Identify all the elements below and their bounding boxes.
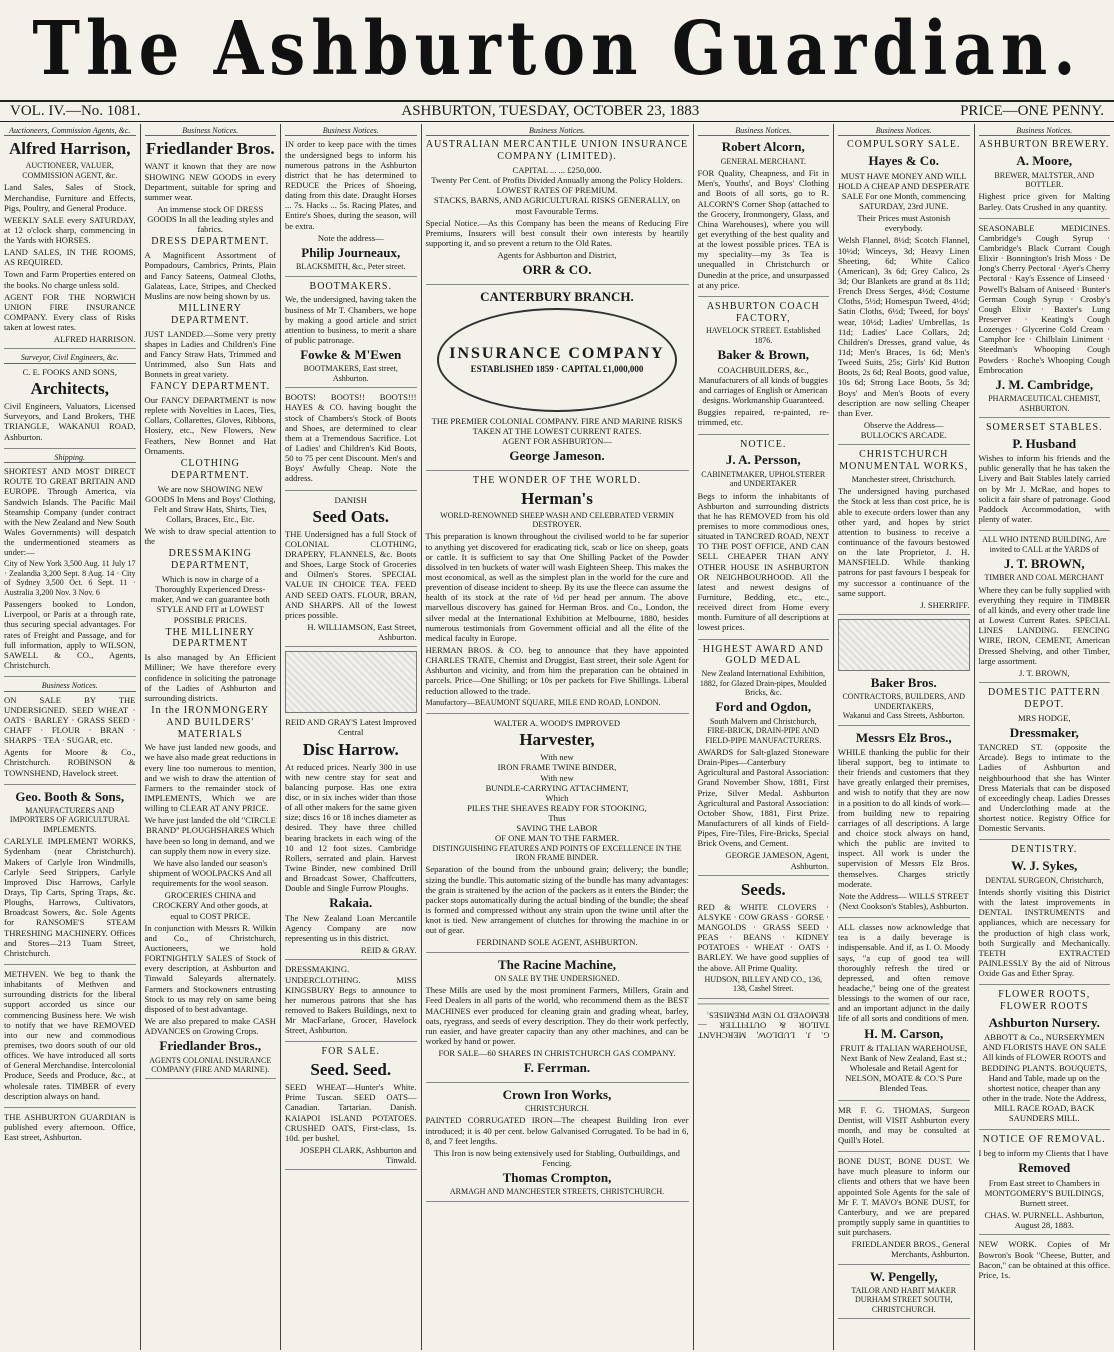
- ad-name: Harvester,: [519, 730, 595, 750]
- ad-name: J. M. Cambridge,: [995, 376, 1094, 392]
- ad-signature: HUDSON, BILLEY AND CO., 136, 138, Cashel Street.: [704, 974, 822, 994]
- ad-signature: F. Ferrman.: [523, 1060, 591, 1076]
- masthead: [0, 0, 1114, 100]
- insurance-seal-emblem: [437, 308, 678, 412]
- ad-racine: [426, 957, 689, 1083]
- ad-line: Their Prices must Astonish everybody.: [857, 213, 951, 234]
- imprint: THE ASHBURTON GUARDIAN is published every afternoon. Office, East street, Ashburton.: [4, 1111, 136, 1143]
- column-2: [141, 124, 282, 1350]
- ad-heading: BOOTMAKERS.: [309, 280, 392, 292]
- ad-methven: [4, 969, 136, 1108]
- ad-name: Robert Alcorn,: [721, 139, 805, 155]
- ad-name: Alfred Harrison,: [8, 139, 131, 159]
- ad-line: DANISH: [334, 494, 367, 505]
- ad-name: Crown Iron Works,: [502, 1086, 612, 1102]
- ad-body: In conjunction with Messrs R. Wilkin and Co., of Christchurch, Auctioneers, we hold FORTNIGHTLY SALES of Stock of every description, at Ashburton and Tinwald Saleyards alternately. Farmers and Stockowners entrusting Stock to us may rely on same being disposed of to best advantage.: [144, 922, 276, 1014]
- ad-subtitle: CABINETMAKER, UPHOLSTERER and UNDERTAKER: [701, 469, 826, 489]
- ad-body: WANT it known that they are now SHOWING NEW GOODS in every Department, suitable for spring and summer wear.: [144, 161, 276, 202]
- ad-name: H. M. Carson,: [864, 1025, 944, 1041]
- ad-sykes-dentist: [979, 844, 1111, 985]
- ad-name: Disc Harrow.: [302, 739, 399, 759]
- ad-husband: [979, 422, 1111, 531]
- ad-body: These Mills are used by the most prominent Farmers, Millers, Grain and Feed Dealers in all parts of the world, who recommend them as the BEST MACHINES ever produced for cleaning grain and grading wheat, barley, oats, ryegrass, and seeds of every description. They do their work perfectly, run easier, and have greater capacity than any other machines, and can be worked by hand or power.: [425, 985, 689, 1047]
- ad-heading: COMPULSORY SALE.: [847, 139, 961, 151]
- ad-subtitle: BREWER, MALTSTER, AND BOTTLER.: [994, 170, 1095, 189]
- ad-line: With new: [540, 772, 574, 783]
- ad-body: MR F. G. THOMAS, Surgeon Dentist, will VISIT Ashburton every month, and may be consulted at Quill's Hotel.: [838, 1104, 970, 1146]
- ad-name: W. J. Sykes,: [1011, 858, 1078, 874]
- ad-dressmaking: [285, 964, 417, 1042]
- ad-thomas-dentist: [838, 1105, 970, 1153]
- ad-line: Agents for Ashburton and District,: [497, 250, 617, 261]
- column-4-5: [422, 124, 694, 1350]
- ad-name: A. Moore,: [1016, 153, 1073, 169]
- section-heading: Business Notices.: [4, 681, 136, 691]
- ad-line: FOR SALE—60 SHARES IN CHRISTCHURCH GAS COMPANY.: [438, 1048, 676, 1059]
- ad-name: Friedlander Bros.: [145, 139, 275, 159]
- ad-subtitle: HAVELOCK STREET. Established 1876.: [705, 326, 821, 345]
- ad-body: Separation of the bound from the unbound grain; delivery; the bundle; sizing the bundle. This automatic sizing of the bundle has many advantages: the grain is straitened by the action of the packers as it enters the Binder; the packer stops automatically during the actual binding of the bundle; the sheaf is formed and compressed without any strain upon the twine until after the knot is tied. New arrangement of clutches for throwing the machine in or out of gear.: [425, 864, 689, 936]
- ad-body: ON SALE BY THE UNDERSIGNED. SEED WHEAT · OATS · BARLEY · GRASS SEED · CHAFF · FLOUR · BRAN · SHARPS · TEA · SUGAR, etc.: [4, 694, 136, 746]
- ad-body: The New Zealand Loan Mercantile Agency Company are now representing us in this district.: [285, 912, 417, 944]
- ad-body: AWARDS for Salt-glazed Stoneware Drain-Pipes—Canterbury Agricultural and Pastoral Association: Grand November Show, 1881, First Prize, Silver Medal. Ashburton Agricultural and Pastoral Association: October Show, 1881, First Prize. Manufacturers of all kinds of Field-Pipes, Fire-Tiles, Fire-Bricks, Special Brick Ovens, and Cement.: [697, 747, 829, 849]
- ad-body: Which is now in charge of a Thoroughly Experienced Dress-maker, And we can guarantee both STYLE AND FIT at LOWEST POSSIBLE PRICES.: [150, 573, 270, 625]
- ad-body: Land Sales, Sales of Stock, Merchandise, Furniture and Effects, Pigs, Poultry, and General Produce.: [4, 182, 136, 213]
- ad-subtitle: AUCTIONEER, VALUER, COMMISSION AGENT, &c.: [22, 161, 118, 180]
- ad-subtitle: Manchester street, Christchurch.: [851, 474, 956, 484]
- ad-body: We have just landed the old "CIRCLE BRAND" PLOUGHSHARES Which have been so long in demand, and we can supply them now in every size.: [144, 815, 276, 856]
- ad-body: Note the address—: [317, 232, 384, 243]
- ad-seed-oats: [285, 495, 417, 648]
- ad-subtitle: DISTINGUISHING FEATURES AND POINTS OF EXCELLENCE IN THE IRON FRAME BINDER.: [432, 843, 682, 862]
- ad-body: Intends shortly visiting this District with the latest improvements in DENTAL INSTRUMENTS and appliances, which are necessary for the production of high class work, both Surgically and Mechanically. TEETH EXTRACTED PAINLESSLY By the aid of Nitrous Oxide Gas and Ether Spray.: [978, 886, 1110, 979]
- ad-heading: AUSTRALIAN MERCANTILE UNION INSURANCE COMPANY (LIMITED).: [425, 139, 689, 163]
- ad-body: SEED WHEAT—Hunter's White. Prime Tuscan. SEED OATS—Canadian. Tartarian. Danish. KAIAPOI ISLAND POTATOES. CRUSHED OATS, First-class, 1s. 10d. per bushel.: [285, 1082, 417, 1143]
- ad-name: Removed: [1018, 1160, 1071, 1176]
- ad-heading: ASHBURTON BREWERY.: [979, 139, 1110, 151]
- ad-amu-insurance: [426, 139, 689, 284]
- ad-hermans: [426, 475, 689, 714]
- column-heading: Business Notices.: [145, 126, 277, 136]
- columns: [0, 124, 1114, 1350]
- column-heading: Business Notices.: [426, 126, 689, 136]
- ad-signature: REID & GRAY.: [360, 945, 417, 956]
- ad-body: LAND SALES, IN THE ROOMS, AS REQUIRED.: [4, 247, 136, 268]
- ad-body: Highest price given for Malting Barley. Oats Crushed in any quantity.: [978, 191, 1110, 212]
- ad-line: IRON FRAME TWINE BINDER,: [497, 762, 617, 773]
- ad-heading: THE WONDER OF THE WORLD.: [472, 474, 642, 486]
- ad-signature: FRIEDLANDER BROS., General Merchants, Ashburton.: [851, 1239, 970, 1260]
- ad-body: We wish to draw special attention to the: [144, 526, 276, 547]
- column-heading: Business Notices.: [285, 126, 417, 136]
- ad-name: Hayes & Co.: [868, 153, 939, 169]
- ad-body: CARLYLE IMPLEMENT WORKS, Sydenham (near Christchurch). Makers of Carlyle Iron Windmills, Carlyle Seed Strippers, Carlyle Improved Disc Harrows, Carlyle Drays, Tip Carts, Spring Traps, &c. Ploughs, Harrows, Cultivators, Broadcast Sowers, &c. Sole Agents for RANSOME'S STEAM THRESHING MACHINERY. Offices and Stores—213 Tuam Street, Christchurch.: [4, 836, 136, 958]
- ad-subtitle: FIRE-BRICK, DRAIN-PIPE AND FIELD-PIPE MANUFACTURERS.: [705, 726, 822, 745]
- ad-shipping: [4, 466, 136, 677]
- ad-seeds: [698, 880, 830, 999]
- ad-subtitle: GENERAL MERCHANT.: [720, 156, 806, 166]
- ad-body: Passengers booked to London, Liverpool, or Paris at a through rate, thus securing special advantages. For rates of Freight and Passage, and for full information, apply to WILSON, SAWELL & CO., Agents, Christchurch.: [4, 599, 136, 670]
- ad-body: RED & WHITE CLOVERS · ALSYKE · COW GRASS · GORSE · MANGOLDS · GRASS SEED · PEAS · BEANS · KIDNEY POTATOES · WHEAT · OATS · BARLEY. We have good supplies of the above. All Prime Quality.: [697, 901, 829, 973]
- ad-line: PILES THE SHEAVES READY FOR STOOKING,: [467, 803, 647, 813]
- ad-friedlander: [145, 139, 277, 1079]
- ad-signature: ALFRED HARRISON.: [53, 334, 136, 345]
- section-heading: Shipping.: [4, 453, 136, 463]
- ad-heading: SOMERSET STABLES.: [985, 422, 1103, 434]
- ad-line: WALTER A. WOOD'S IMPROVED: [493, 718, 621, 729]
- ad-body: THE Undersigned has a full Stock of COLONIAL CLOTHING, DRAPERY, FLANNELS, &c. Boots and Shoes, Large Stock of Groceries and Oilmen's Stores. SPECIAL VALUE IN CHOICE TEA. FEED AND SEED OATS. FLOUR, BRAN, AND SHARPS. All of the lowest prices possible.: [285, 528, 417, 620]
- ad-body: Agents for Moore & Co., Christchurch. ROBINSON & TOWNSHEND, Havelock street.: [4, 747, 136, 778]
- ad-new-work: NEW WORK. Copies of Mr Bowron's Book "Cheese, Butter, and Bacon," can be obtained at this office. Price, 1s.: [978, 1239, 1110, 1280]
- ad-coach-factory: [698, 301, 830, 435]
- column-6: [694, 124, 835, 1350]
- ad-elz-bros: [838, 730, 970, 919]
- ad-heading: HIGHEST AWARD AND GOLD MEDAL: [702, 643, 824, 667]
- price: PRICE—ONE PENNY.: [960, 103, 1104, 119]
- ad-body: IN order to keep pace with the times the undersigned begs to inform his numerous patrons in the Ashburton district that he has determined to REDUCE the Prices of Shoeing, dating from this date. Draught Horses ... 7s. Hacks ... 5s. Racing Plates, and Entire's Shoes, during the season, will be extra.: [285, 139, 417, 231]
- ad-moore-brewery: [979, 139, 1111, 218]
- ad-body: This preparation is known throughout the civilised world to be far superior to anything yet discovered for eradicating tick, scab or lice on sheep, goats or cattle. It is sufficient to say that One Shilling Packet of the Powder dissolved in ten buckets of water will wash Eighteen Sheep. This makes the most economical, as well as the simplest plan in the world for the cure and prevention of disease incident to sheep. By its use the fleece can assume the health of its stock at the rate of ½d per head per annum. The above marvellous discovery has gained for Herman Bros. and Co., London, the silver medal at the International Exhibition at Melbourne, 1880, besides numerous testimonials from Government official and all the élite of the medical faculty in Europe.: [425, 531, 689, 643]
- house-illustration: [838, 619, 970, 671]
- ad-heading: Rakaia.: [329, 895, 373, 911]
- ad-subtitle: South Malvern and Christchurch,: [709, 716, 817, 726]
- ad-subtitle: ALL WHO INTEND BUILDING, Are invited to CALL at the YARDS of: [982, 535, 1107, 554]
- column-heading: Business Notices.: [979, 126, 1111, 136]
- ad-line: STACKS, BARNS, AND AGRICULTURAL RISKS GENERALLY, on most Favourable Terms.: [433, 195, 681, 216]
- ad-fooks: [4, 367, 136, 449]
- ad-line: C. E. FOOKS AND SONS,: [22, 366, 117, 377]
- ad-name: Fowke & M'Ewen: [300, 347, 402, 363]
- ad-name: Messrs Elz Bros.,: [855, 729, 952, 745]
- ad-ford-ogdon: [698, 644, 830, 876]
- ad-subtitle: TAILOR AND HABIT MAKER: [851, 1285, 957, 1295]
- ad-body: COACHBUILDERS, &c., Manufacturers of all kinds of buggies and carriages of English or American designs. Workmanship Guaranteed.: [698, 364, 828, 406]
- ad-signature: CHAS. W. PURNELL. Ashburton, August 28, 1883.: [984, 1210, 1105, 1231]
- ad-heading: FLOWER ROOTS, FLOWER ROOTS: [998, 989, 1091, 1012]
- ad-body: Note the Address— WILLS STREET (Next Cookson's Stables), Ashburton.: [838, 890, 969, 912]
- ad-name: Ford and Ogdon,: [715, 699, 812, 715]
- ad-subtitle: DURHAM STREET SOUTH, CHRISTCHURCH.: [855, 1295, 953, 1314]
- ad-body: BOOTS! BOOTS!! BOOTS!!! HAYES & CO. having bought the stock of Chambers's Stock of Boots and Shoes, are determined to clear them at a Tremendous Sacrifice. Lot of Ladies' and Children's Kid Boots, 50 to 75 per cent Discount. Men's and Boys' Awfully Cheap. Note the address.: [285, 392, 417, 484]
- ad-body: We are also prepared to make CASH ADVANCES on Growing Crops.: [144, 1015, 276, 1037]
- ad-name: Baker & Brown,: [717, 347, 810, 363]
- ad-body: Where they can be fully supplied with everything they require in TIMBER of all kinds, and every other trade line at Lowest Current Rates. SPECIAL LINES LANDING. FENCING WIRE, IRON, CEMENT, American Dressed Shelving, and other Timber, large assortment.: [978, 584, 1110, 666]
- ad-name: Geo. Booth & Sons,: [15, 788, 125, 804]
- ad-name: W. Pengelly,: [869, 1268, 938, 1284]
- ad-hayes-boots: [285, 392, 417, 490]
- ad-hodge-dressmaker: [979, 687, 1111, 840]
- ad-body: At reduced prices. Nearly 300 in use with new centre stay for seat and balancing purpose. Has one extra disc, or in six inches wider than those of all other makers for the same given size; discs 16 or 18 inches diameter as desired. They have three chilled bearing brackets in each wing of the 10 and 12 foot sizes. Cambridge Rollers, serrated and plain. Harvest Twine Binder, new combined Drill and Broadcast Sower, Chaffcutters, Double and Single Furrow Ploughs.: [285, 761, 417, 894]
- ad-heading: NOTICE.: [740, 438, 787, 450]
- ad-line: Observe the Address—: [863, 419, 944, 430]
- ad-alfred-harrison: [4, 139, 136, 349]
- seal-text: INSURANCE COMPANY: [449, 345, 665, 363]
- ad-heading: MILLINERY DEPARTMENT.: [171, 302, 250, 326]
- harrow-illustration: [285, 651, 417, 713]
- ad-name: J. A. Persson,: [725, 452, 801, 468]
- ad-name: J. T. BROWN,: [1003, 556, 1085, 572]
- ad-body: ALL classes now acknowledge that tea is a daily beverage is indispensable. And if, as I. O. Moody says, "a cup of good tea will thoroughly refresh the tired or depressed, and often remove headache," being one of the greatest blessings to the women of our race, and an important adjunct in the daily life of all sorts and conditions of men.: [838, 922, 970, 1024]
- ad-body: DRESSMAKING. UNDERCLOTHING. MISS KINGSBURY Begs to announce to her numerous patrons that she has removed to Bakers Buildings, next to Mr MacFarlane, Grocer, Havelock Street, Ashburton.: [285, 964, 417, 1036]
- ad-signature: H. WILLIAMSON, East Street, Ashburton.: [307, 622, 417, 643]
- ad-line: Thus: [548, 813, 566, 824]
- ad-signature: JOSEPH CLARK, Ashburton and Tinwald.: [299, 1145, 417, 1166]
- column-7: [834, 124, 975, 1350]
- ad-body: A Magnificent Assortment of Pompadours, Cambrics, Prints, Plain and Fancy Sateens, Oatmeal Cloths, Galateas, Lace, Stripes, and Checked Muslins are now being shown by us.: [144, 250, 276, 301]
- ad-subtitle: TIMBER AND COAL MERCHANT: [984, 573, 1104, 583]
- ad-heading: CLOTHING DEPARTMENT.: [171, 457, 250, 481]
- ad-line: LOWEST RATES OF PREMIUM.: [496, 185, 618, 196]
- seal-text: ESTABLISHED 1859 · CAPITAL £1,000,000: [470, 364, 644, 375]
- ad-heading: DRESSMAKING DEPARTMENT,: [168, 548, 252, 572]
- ad-signature: Thomas Crompton,: [502, 1170, 612, 1186]
- ad-line: THE PREMIER COLONIAL COMPANY. FIRE AND MARINE RISKS TAKEN AT THE LOWEST CURRENT RATES.: [431, 415, 683, 437]
- ad-subtitle: WORLD-RENOWNED SHEEP WASH AND CELEBRATED VERMIN DESTROYER.: [440, 510, 674, 529]
- ad-pengelly: [838, 1269, 970, 1320]
- ad-body: BONE DUST, BONE DUST. We have much pleasure to inform our clients and others that we have been appointed Sole Agents for the sale of Mr F. T. MAVO's BONE DUST, for Canterbury, and we are prepared promptly supply same in quantities to suit purchasers.: [838, 1156, 970, 1238]
- ad-heading: NOTICE OF REMOVAL.: [982, 1134, 1106, 1146]
- ad-body: PAINTED CORRUGATED IRON—The cheapest Building Iron ever introduced; it is 40 per cent. below Galvanised Corrugated. To be had in 6, 8, and 7 feet lengths.: [425, 1115, 689, 1146]
- ad-line: Which: [545, 792, 569, 803]
- ad-heading: ASHBURTON COACH FACTORY,: [706, 300, 820, 324]
- ad-subtitle: ON SALE BY THE UNDERSIGNED.: [494, 973, 620, 983]
- ad-body: HERMAN BROS. & CO. beg to announce that they have appointed CHARLES TRATE, Chemist and Druggist, East street, their sole Agent for Ashburton and vicinity, and from him the preparation can be obtained in parcels. Price—One Shilling; or 10s per packets for Five Shillings. Liberal reduction allowed to the trade.: [425, 644, 689, 696]
- ad-body: Buggies repaired, re-painted, re-trimmed, etc.: [697, 407, 829, 428]
- ad-name: Seeds.: [740, 879, 786, 899]
- ad-body: ABBOTT & Co., NURSERYMEN AND FLORISTS HAVE ON SALE All kinds of FLOWER ROOTS and BEDDING PLANTS. BOUQUETS, Hand and Table, made up on the shortest notice, cheaper than any other in the trade. Note the Address, MILL RACE ROAD, BACK SAUNDERS MILL.: [981, 1032, 1108, 1124]
- ad-for-sale: [4, 695, 136, 785]
- ad-cambridge: [979, 223, 1111, 418]
- ad-body: We have just landed new goods, and we have also made great reductions in every line too numerous to mention, and we wish to draw the attention of Farmers to the remainder stock of IMPLEMENTS, Which we are willing to CLEAR AT ANY PRICE.: [144, 742, 276, 814]
- ad-subtitle: CHRISTCHURCH.: [525, 1103, 589, 1113]
- ad-body: From East street to Chambers in MONTGOMERY'S BUILDINGS, Burnett street.: [984, 1177, 1104, 1208]
- volume-number: VOL. IV.—No. 1081.: [10, 103, 141, 119]
- ad-removal: [979, 1134, 1111, 1235]
- ad-jt-brown: [979, 535, 1111, 683]
- ad-subtitle: PHARMACEUTICAL CHEMIST, ASHBURTON.: [988, 394, 1101, 413]
- ad-body: Civil Engineers, Valuators, Licensed Surveyors, and Land Brokers, THE TRIANGLE, WAKANUI ROAD, Ashburton.: [4, 401, 136, 442]
- ad-disc-harrow: [285, 651, 417, 960]
- column-3: [281, 124, 422, 1350]
- ad-signature: BULLOCK'S ARCADE.: [860, 430, 947, 441]
- ad-name: Seed Oats.: [312, 506, 389, 526]
- ad-subtitle: BOOTMAKERS, East street, Ashburton.: [303, 364, 398, 383]
- ad-signature: J. SHERRIFF.: [920, 599, 970, 610]
- ad-body: AGENT FOR THE NORWICH UNION FIRE INSURANCE COMPANY. Every class of Risks taken at lowest rates.: [4, 291, 136, 333]
- section-heading: Surveyor, Civil Engineers, &c.: [4, 353, 136, 363]
- column-heading: Business Notices.: [698, 126, 830, 136]
- ad-body: TANCRED ST. (opposite the Arcade). Begs to intimate to the Ladies of Ashburton and neighbourhood that she has Winter Dress Materials that can be disposed of exceedingly cheap. Ladies Dresses and Underclothing made at the shortest notice. Registry Office for Domestic Servants.: [978, 742, 1110, 834]
- ad-subtitle: MANUFACTURERS AND IMPORTERS OF AGRICULTURAL IMPLEMENTS.: [9, 805, 130, 834]
- ad-baker-bros: [838, 619, 970, 726]
- column-8: [975, 124, 1114, 1350]
- ad-body: METHVEN. We beg to thank the inhabitants of Methven and surrounding districts for the liberal support accorded us since our commencing Business here. We wish to notify that we have REMOVED into our new and commodious premises, two doors south of our old offices. We have introduced all sorts of General Merchandise. Intercolonial Produce, Seeds and Produce, &c., at wholesale rates. TIMBER of every description always on hand.: [4, 968, 136, 1101]
- ad-signature: J. T. BROWN,: [1018, 667, 1070, 678]
- ad-line: SAVING THE LABOR: [516, 823, 598, 834]
- column-heading: Auctioneers, Commission Agents, &c.: [4, 126, 136, 136]
- ad-line: AGENT FOR ASHBURTON—: [502, 436, 612, 447]
- ad-alcorn: [698, 139, 830, 296]
- ad-line: Twenty Per Cent. of Profits Divided Annually among the Policy Holders.: [431, 175, 683, 186]
- ad-line: BUNDLE-CARRYING ATTACHMENT,: [485, 782, 629, 793]
- ad-body: MUST HAVE MONEY AND WILL HOLD A CHEAP AND DESPERATE SALE For one Month, commencing SATURDAY, 23rd JUNE.: [838, 170, 970, 211]
- ad-heading: DENTISTRY.: [1011, 844, 1078, 856]
- ad-name: Ashburton Nursery.: [988, 1014, 1100, 1030]
- ad-body: The undersigned having purchased the Stock at less than cost price, he is able to execute orders lower than any other yard, and hopes by strict attention to business to receive a continuance of the favours bestowed on the late Proprietor, J. H. MANSFIELD. While thanking patrons for past favours I bespeak for my successor a continuance of the same support.: [838, 486, 970, 598]
- ad-subtitle: AGENTS COLONIAL INSURANCE COMPANY (FIRE AND MARINE).: [149, 1055, 272, 1075]
- ad-subtitle: BLACKSMITH, &c., Peter street.: [295, 262, 406, 272]
- dateline: [0, 100, 1114, 122]
- column-1: [0, 124, 141, 1350]
- ad-name: The Racine Machine,: [497, 956, 617, 972]
- ad-name: Seed. Seed.: [310, 1060, 392, 1080]
- ad-persson: [698, 439, 830, 640]
- ad-heading: CHRISTCHURCH MONUMENTAL WORKS,: [839, 449, 969, 473]
- ad-signature: GEORGE JAMESON, Agent, Ashburton.: [725, 850, 829, 871]
- ad-heading: DOMESTIC PATTERN DEPOT.: [987, 687, 1101, 710]
- ad-body: Manufactory—BEAUMONT SQUARE, MILE END ROAD, LONDON.: [425, 697, 661, 707]
- newspaper-title: The Ashburton Guardian.: [32, 6, 1082, 93]
- ad-body: FOR Quality, Cheapness, and Fit in Men's, Youths', and Boys' Clothing and Boots of all sorts, go to R. ALCORN'S Corner Shop (attached to the Grocery, Ironmongery, Glass, and China Warehouses), where you will get everything of the best quality and at the lowest possible prices. TEA is my speciality—my 3s Tea is unequalled in Christchurch or Dunedin at the price, and unsurpassed at any price.: [697, 168, 829, 290]
- ad-body: Town and Farm Properties entered on the books. No charge unless sold.: [4, 269, 136, 290]
- ad-line: CAPITAL ... ... £250,000.: [512, 165, 602, 176]
- ad-name: Herman's: [521, 488, 593, 508]
- ad-subtitle: CONTRACTORS, BUILDERS, AND UNDERTAKERS,: [842, 692, 966, 711]
- ad-heading: DRESS DEPARTMENT.: [151, 236, 270, 248]
- ad-body: SHORTEST AND MOST DIRECT ROUTE TO GREAT BRITAIN AND EUROPE. Through America, via Sandwich Islands. The Pacific Mail Steamship Company (under contract with the New Zealand and New South Wales Governments) will despatch the undermentioned steamers as under:—: [4, 466, 136, 558]
- ad-heading: THE MILLINERY DEPARTMENT: [165, 626, 255, 650]
- ad-bone-dust: [838, 1156, 970, 1264]
- ad-heading: FOR SALE.: [321, 1046, 380, 1058]
- ad-ludlow-inverted: [698, 1003, 830, 1040]
- ad-hayes-sale: [838, 139, 970, 445]
- ad-geo-booth: [4, 789, 136, 965]
- ad-subtitle: ARMAGH AND MANCHESTER STREETS, CHRISTCHURCH.: [449, 1187, 665, 1197]
- ad-name: Baker Bros.: [870, 674, 937, 690]
- ad-body: Wishes to inform his friends and the public generally that he has taken the Livery and Bait Stables lately carried on by Mr J. McRae, and hopes to solicit a fair share of patronage. Good Paddock Accommodation, with plenty of water.: [978, 453, 1110, 524]
- ad-subtitle: New Zealand International Exhibition, 1882, for Glazed Drain-pipes, Moulded Bricks, &c.: [699, 669, 827, 697]
- ad-body: I beg to inform my Clients that I have: [978, 1148, 1109, 1159]
- ad-body: Begs to inform the inhabitants of Ashburton and surrounding districts that he has REMOVED from his old premises to more commodious ones, situated in TANCRED ROAD, NEXT TO THE POST OFFICE, AND CAN SELL CHEAPER THAN ANY OTHER HOUSE IN ASHBURTON OR NEIGHBOURHOOD. All the latest and newest designs of Furniture, Bedding, etc., etc., received direct from Home every month. Furniture of all descriptions at lowest prices.: [697, 490, 829, 633]
- ad-body: JUST LANDED.—Some very pretty shapes in Ladies and Children's Fine and Fancy Straw Hats, Trimmed and Untrimmed, also Sun Hats and Bonnets in great variety.: [144, 328, 276, 380]
- ad-body: This Iron is now being extensively used for Stabling, Outbuildings, and Fencing.: [434, 1147, 680, 1168]
- ad-body: Our FANCY DEPARTMENT is now replete with Novelties in Laces, Ties, Collars, Collarettes, Gloves, Ribbons, Hosiery, etc., New Flowers, New Feathers, New Bonnet and Hat Ornaments.: [144, 395, 276, 456]
- ad-signature: ORR & CO.: [522, 262, 592, 278]
- ad-name: Dressmaker,: [1009, 724, 1079, 740]
- ad-body: WHILE thanking the public for their liberal support, beg to intimate to their friends and customers that they have greatly enlarged their premises, and wish to notify that they are now in a position to do all kinds of work—from building new to repairing carriages of all descriptions. A large and choice stock always on hand, which the public are invited to inspect. All work is under the supervision of Messrs Elz Bros. themselves. Charges strictly moderate.: [838, 746, 970, 889]
- ad-body: GROCERIES CHINA and CROCKERY And other goods, at equal to COST PRICE.: [152, 890, 268, 921]
- ad-body: We are now SHOWING NEW GOODS In Mens and Boys' Clothing, Felt and Straw Hats, Shirts, Ties, Collars, Braces, Etc., Etc.: [145, 483, 276, 524]
- ad-body: Welsh Flannel, 8½d; Scotch Flannel, 10½d; Winceys, 3d; Heavy Linen Sheeting, 6d; White Calico (American), 3s 6d; Grey Calico, 2s 3d; Our Blankets are grand at 8s 11d; French Dress Serges, 4½d; Costume Cloths, 5½d; Homespun Tweed, 4½d; Satin Cloths, 6½d; Tweed, for boys' wear, 10½d; Ladies' Umbrellas, 1s 11d; Ladies' Lace Collars, 2d; Children's Dresses, grand value, 4s 11d; Men's Braces, 1s 6d; Men's Tweed Suits, 25s; Girls' Kid Button Boots, 2s 6d; Real Boots, good value, 10s 6d; Strong Lace Boots, 5s 3d; Boys' and Men's Boots of every description are now selling Cheaper than Ever.: [838, 235, 970, 418]
- ad-monumental: [838, 449, 970, 615]
- ad-subtitle: DENTAL SURGEON, Christchurch,: [985, 875, 1104, 885]
- ad-name: Philip Journeaux,: [301, 244, 401, 260]
- ad-line: REID AND GRAY'S Latest Improved Central: [285, 717, 417, 738]
- ad-body: We, the undersigned, having taken the business of Mr T. Chambers, we hope by making a good article and strict attention to business, to merit a share of public patronage.: [285, 294, 417, 345]
- ad-line: With new: [540, 752, 574, 763]
- ad-heading: FANCY DEPARTMENT.: [150, 381, 271, 393]
- ad-nursery: [979, 989, 1111, 1130]
- ad-heading: CANTERBURY BRANCH.: [480, 288, 634, 304]
- ad-signature: George Jameson.: [509, 448, 605, 464]
- ad-name: Architects,: [30, 379, 110, 399]
- ad-name: P. Husband: [1012, 435, 1077, 451]
- ad-line: OF ONE MAN TO THE FARMER.: [495, 833, 619, 844]
- ad-signature: Friedlander Bros.,: [159, 1038, 262, 1054]
- ad-seed: [285, 1046, 417, 1170]
- ad-body: Is also managed by An Efficient Milliner; We have therefore every confidence in soliciting the patronage of the Ladies of Ashburton and surrounding districts.: [144, 652, 276, 703]
- ad-journeaux: [285, 139, 417, 276]
- ad-carson: [838, 922, 970, 1100]
- ad-line: MRS HODGE,: [1017, 712, 1071, 723]
- ad-body: Special Notice.—As this Company has been the means of Reducing Fire Premiums, Insurers will best consult their own interests by heartily supporting it, and so prevent a return to the Old Rates.: [425, 217, 689, 249]
- ad-body: We have also landed our season's shipment of WOOLPACKS And all requirements for the wool season.: [148, 857, 272, 889]
- ad-body: WEEKLY SALE every SATURDAY, at 12 o'clock sharp, commencing in the Yards with HORSES.: [4, 214, 136, 246]
- ad-heading: In the IRONMONGERY AND BUILDERS' MATERIALS: [151, 704, 270, 740]
- ad-canterbury-insurance: [426, 289, 689, 471]
- ad-crown-iron: [426, 1087, 689, 1202]
- ad-body: FRUIT & ITALIAN WAREHOUSE, Next Bank of New Zealand, East st.; Wholesale and Retail Agent for NELSON, MOATE & CO.'S Pure Blended Teas.: [840, 1042, 968, 1094]
- ad-signature: FERDINAND SOLE AGENT, ASHBURTON.: [476, 937, 638, 948]
- ships-table: City of New York 3,500 Aug. 11 July 17 · Zealandia 3,200 Sept. 8 Aug. 14 · City of Sydney 3,500 Oct. 6 Sept. 11 · Australia 3,200 Nov. 3 Nov. 6: [4, 559, 136, 597]
- issue-date: ASHBURTON, TUESDAY, OCTOBER 23, 1883: [401, 103, 700, 119]
- ad-body: G. J. LUDLOW, MERCHANT TAILOR & OUTFITTER — REMOVED TO NEW PREMISES.: [697, 1009, 829, 1041]
- ad-fowke: [285, 281, 417, 389]
- ad-body: SEASONABLE MEDICINES. Cambridge's Cough Syrup · Cambridge's Black Currant Cough Elixir · Bonnington's Irish Moss · De Jong's Cherry Pectoral · Ayer's Cherry Pectoral · Kay's Essence of Linseed · Powell's Balsam of Aniseed · Bunter's German Cough Syrup · Crosby's Cough Elixir · Baxter's Lung Preserver · Keating's Cough Lozenges · Glycerine Cold Cream · Camphor Ice · Chilblain Liniment · Steedman's Whooping Cough Powders · Roche's Whooping Cough Embrocation: [978, 222, 1110, 375]
- ad-harvester: [426, 718, 689, 952]
- ad-subtitle: Wakanui and Cass Streets, Ashburton.: [842, 711, 965, 721]
- column-heading: Business Notices.: [838, 126, 970, 136]
- ad-body: An immense stock OF DRESS GOODS In all the leading styles and fabrics.: [147, 204, 274, 235]
